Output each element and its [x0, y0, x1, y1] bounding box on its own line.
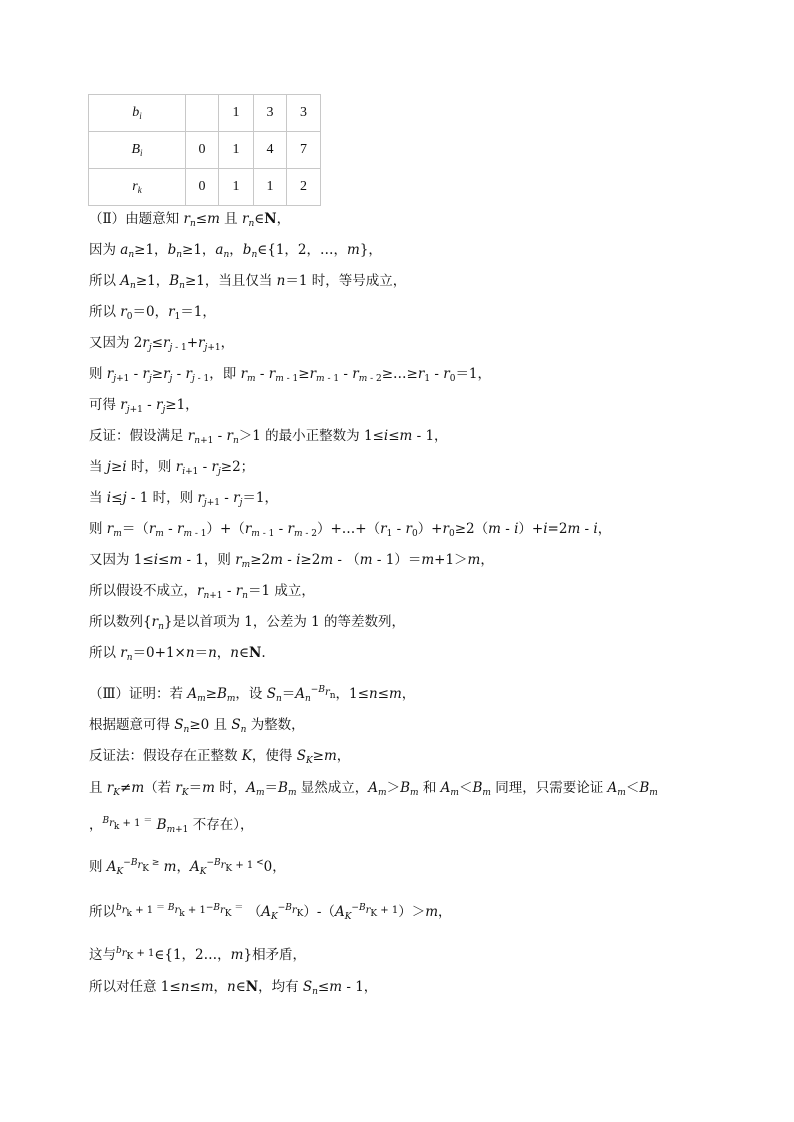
text-line: 所以 $r_n=0+1\times n=n$，n∈N.	[89, 645, 266, 663]
text-line: 可得 $r_{j+1} - r_j\ge 1$，	[89, 397, 199, 415]
text-line: 因为 $a_n\ge 1$，$b_n\ge 1$，$a_n$，$b_n\in\{1$，2，…，m}，	[89, 242, 382, 260]
text-line: 则 $r_m=(r_m - r_m$ $_{- 1})+(r_m$ $_{- 1} - r_m$ $_{- 2})+\dots+(r_1 - r_0)+r_0\ge 2(m - i)+i=2m - i$，	[89, 521, 612, 539]
text-line: 当 i≤j - 1 时，则 $r_{j+1} - r_j=1$，	[89, 490, 279, 508]
text-line: 则 $A_K^{-B_{r_K} \ge}$ m，$A_K^{-B_{r_K + 1} <}0$，	[89, 858, 286, 877]
text-line: 根据题意可得 $S_n\ge 0$ 且 $S_n$ 为整数，	[89, 717, 305, 735]
text-line: 当 j≥i 时，则 $r_{i+1} - r_j\ge 2$；	[89, 459, 255, 477]
table-row: $r_k$ 0 1 1 2	[89, 169, 321, 206]
table-row: $b_i$ 1 3 3	[89, 95, 321, 132]
text-line: 又因为 $2r_j\le r_j$ $_{- 1}+r_{j+1}$，	[89, 335, 235, 353]
text-line: ，$^{B_{r_k + 1} =}$ $B_{m+1}$ 不存在），	[89, 816, 254, 835]
text-line: 所以假设不成立，$r_{n+1} - r_n=1$ 成立，	[89, 583, 315, 601]
text-line: （Ⅱ）由题意知 $r_n\le m$ 且 $r_n\in N$，	[89, 211, 291, 229]
text-line: 则 $r_{j+1} - r_j\ge r_j - r_j$ $_{- 1}$，即 $r_m - r_m$ $_{- 1}\ge r_m$ $_{- 1} - r_m$ $_{- 2}\ge\dots\ge r_1 - r_0=1$，	[89, 366, 492, 384]
text-line: 反证法：假设存在正整数 K，使得 $S_K\ge m$，	[89, 748, 351, 766]
text-line: 所以 $A_n\ge 1$，$B_n\ge 1$，当且仅当 n＝1 时，等号成立，	[89, 273, 407, 291]
text-line: 反证：假设满足 $r_{n+1} - r_n>1$ 的最小正整数为 1≤i≤m - 1，	[89, 428, 448, 446]
text-line: （Ⅲ）证明：若 $A_m\ge B_m$，设 $S_n=A_n^{-B_{r_n}}$，1≤n≤m，	[89, 685, 416, 704]
text-line: 所以对任意 1≤n≤m，n∈N，均有 $S_n\le m - 1$，	[89, 979, 378, 997]
text-line: 又因为 1≤i≤m - 1，则 $r_m\ge 2m - i\ge 2m - (m - 1)=m+1>m$，	[89, 552, 494, 570]
value-table	[88, 94, 321, 206]
text-line: 且 $r_K\ne m$（若 $r_K=m$ 时，$A_m=B_m$ 显然成立，$A_m>B_m$ 和 $A_m<B_m$ 同理，只需要论证 $A_m<B_m$	[89, 780, 658, 798]
text-line: 所以$^{b_{r_k + 1} = B_{r_k + 1}-B_{r_K} =}$ $(A_K^{-B_{r_K}})-(A_K^{-B_{r_K + 1}})>m$，	[89, 903, 452, 922]
table-row: $B_i$ 0 1 4 7	[89, 132, 321, 169]
text-line: 所以数列$\{r_n\}$是以首项为 1，公差为 1 的等差数列，	[89, 614, 406, 632]
text-line: 这与$^{b_{r_K + 1}}$∈{1，2…，m}相矛盾，	[89, 946, 307, 963]
text-line: 所以 $r_0=0$，$r_1=1$，	[89, 304, 216, 322]
